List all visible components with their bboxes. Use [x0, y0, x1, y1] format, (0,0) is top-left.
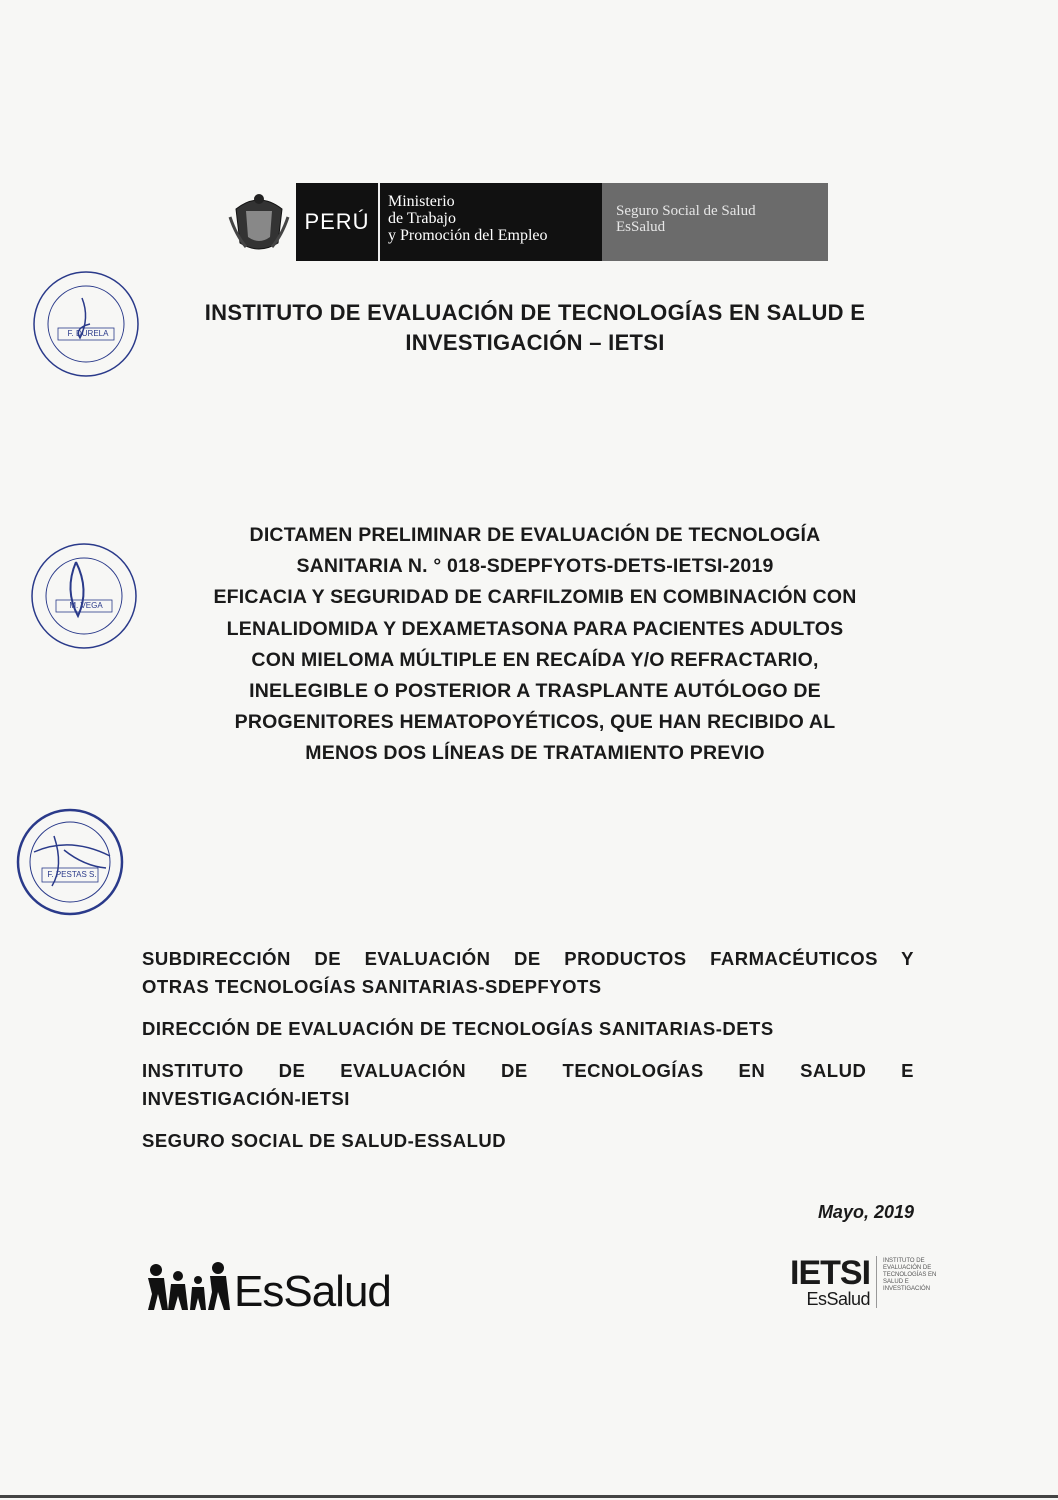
- essalud-logo: [146, 1262, 391, 1314]
- agency-name: [602, 183, 828, 261]
- institute-title: [150, 298, 920, 358]
- scan-edge-line: [0, 1495, 1058, 1498]
- approval-seal-icon: [30, 268, 142, 385]
- responsible-offices: [142, 945, 914, 1169]
- dictamen-line: INELEGIBLE O POSTERIOR A TRASPLANTE AUTÓLOGO DE: [249, 680, 821, 703]
- ietsi-description-line: TECNOLOGÍAS EN: [883, 1272, 937, 1278]
- ministry-line: de Trabajo: [388, 210, 456, 227]
- ietsi-logo: [790, 1256, 943, 1308]
- dictamen-line: SANITARIA N. ° 018-SDEPFYOTS-DETS-IETSI-2019: [296, 555, 774, 578]
- coat-of-arms-icon: [222, 183, 296, 261]
- country-label: PERÚ: [296, 183, 380, 261]
- seal-name-text: F. DURELA: [67, 329, 109, 338]
- office-line: SUBDIRECCIÓN DE EVALUACIÓN DE PRODUCTOS FARMACÉUTICOS Y: [142, 948, 914, 969]
- ministry-line: Ministerio: [388, 193, 455, 210]
- ministry-name: [380, 183, 602, 261]
- document-date: Mayo, 2019: [817, 1202, 914, 1222]
- dictamen-line: CON MIELOMA MÚLTIPLE EN RECAÍDA Y/O REFRACTARIO,: [251, 648, 819, 671]
- office-line: OTRAS TECNOLOGÍAS SANITARIAS-SDEPFYOTS: [142, 976, 602, 997]
- ietsi-acronym: IETSI: [790, 1254, 871, 1292]
- seal-name-text: M. VEGA: [69, 601, 103, 610]
- ietsi-description-line: INSTITUTO DE: [883, 1258, 925, 1264]
- office-entry: [142, 1057, 914, 1113]
- ietsi-wordmark: [790, 1256, 877, 1308]
- essalud-wordmark: EsSalud: [234, 1267, 391, 1316]
- office-entry: [142, 945, 914, 1001]
- ietsi-description-line: SALUD E: [883, 1279, 909, 1285]
- approval-seal-icon: [28, 540, 140, 657]
- office-line: SEGURO SOCIAL DE SALUD-ESSALUD: [142, 1130, 507, 1151]
- office-line: INVESTIGACIÓN-IETSI: [142, 1088, 350, 1109]
- dictamen-title: [150, 520, 920, 770]
- office-line: DIRECCIÓN DE EVALUACIÓN DE TECNOLOGÍAS SANITARIAS-DETS: [142, 1018, 774, 1039]
- ietsi-description: [877, 1256, 943, 1308]
- office-entry: [142, 1015, 914, 1043]
- dictamen-line: LENALIDOMIDA Y DEXAMETASONA PARA PACIENTES ADULTOS: [226, 617, 844, 640]
- dictamen-line: DICTAMEN PRELIMINAR DE EVALUACIÓN DE TECNOLOGÍA: [249, 524, 821, 546]
- government-header: [222, 183, 828, 261]
- family-figures-icon: [146, 1262, 232, 1314]
- dictamen-line: MENOS DOS LÍNEAS DE TRATAMIENTO PREVIO: [305, 742, 765, 765]
- title-line: INSTITUTO DE EVALUACIÓN DE TECNOLOGÍAS EN SALUD E: [204, 300, 866, 325]
- agency-line: Seguro Social de Salud: [616, 203, 756, 219]
- dictamen-line: PROGENITORES HEMATOPOYÉTICOS, QUE HAN RECIBIDO AL: [234, 711, 836, 734]
- ietsi-description-line: EVALUACIÓN DE: [883, 1265, 932, 1271]
- seal-name-text: F. PESTAS S.: [47, 870, 97, 879]
- ministry-line: y Promoción del Empleo: [388, 227, 548, 244]
- ietsi-subtitle: EsSalud: [806, 1289, 871, 1309]
- office-line: INSTITUTO DE EVALUACIÓN DE TECNOLOGÍAS EN SALUD E: [142, 1060, 914, 1081]
- approval-seal-icon: [14, 806, 126, 923]
- office-entry: [142, 1127, 914, 1155]
- ietsi-description-line: INVESTIGACIÓN: [883, 1286, 931, 1292]
- title-line: INVESTIGACIÓN – IETSI: [405, 330, 665, 355]
- dictamen-line: EFICACIA Y SEGURIDAD DE CARFILZOMIB EN COMBINACIÓN CON: [213, 586, 857, 609]
- agency-line: EsSalud: [616, 219, 666, 235]
